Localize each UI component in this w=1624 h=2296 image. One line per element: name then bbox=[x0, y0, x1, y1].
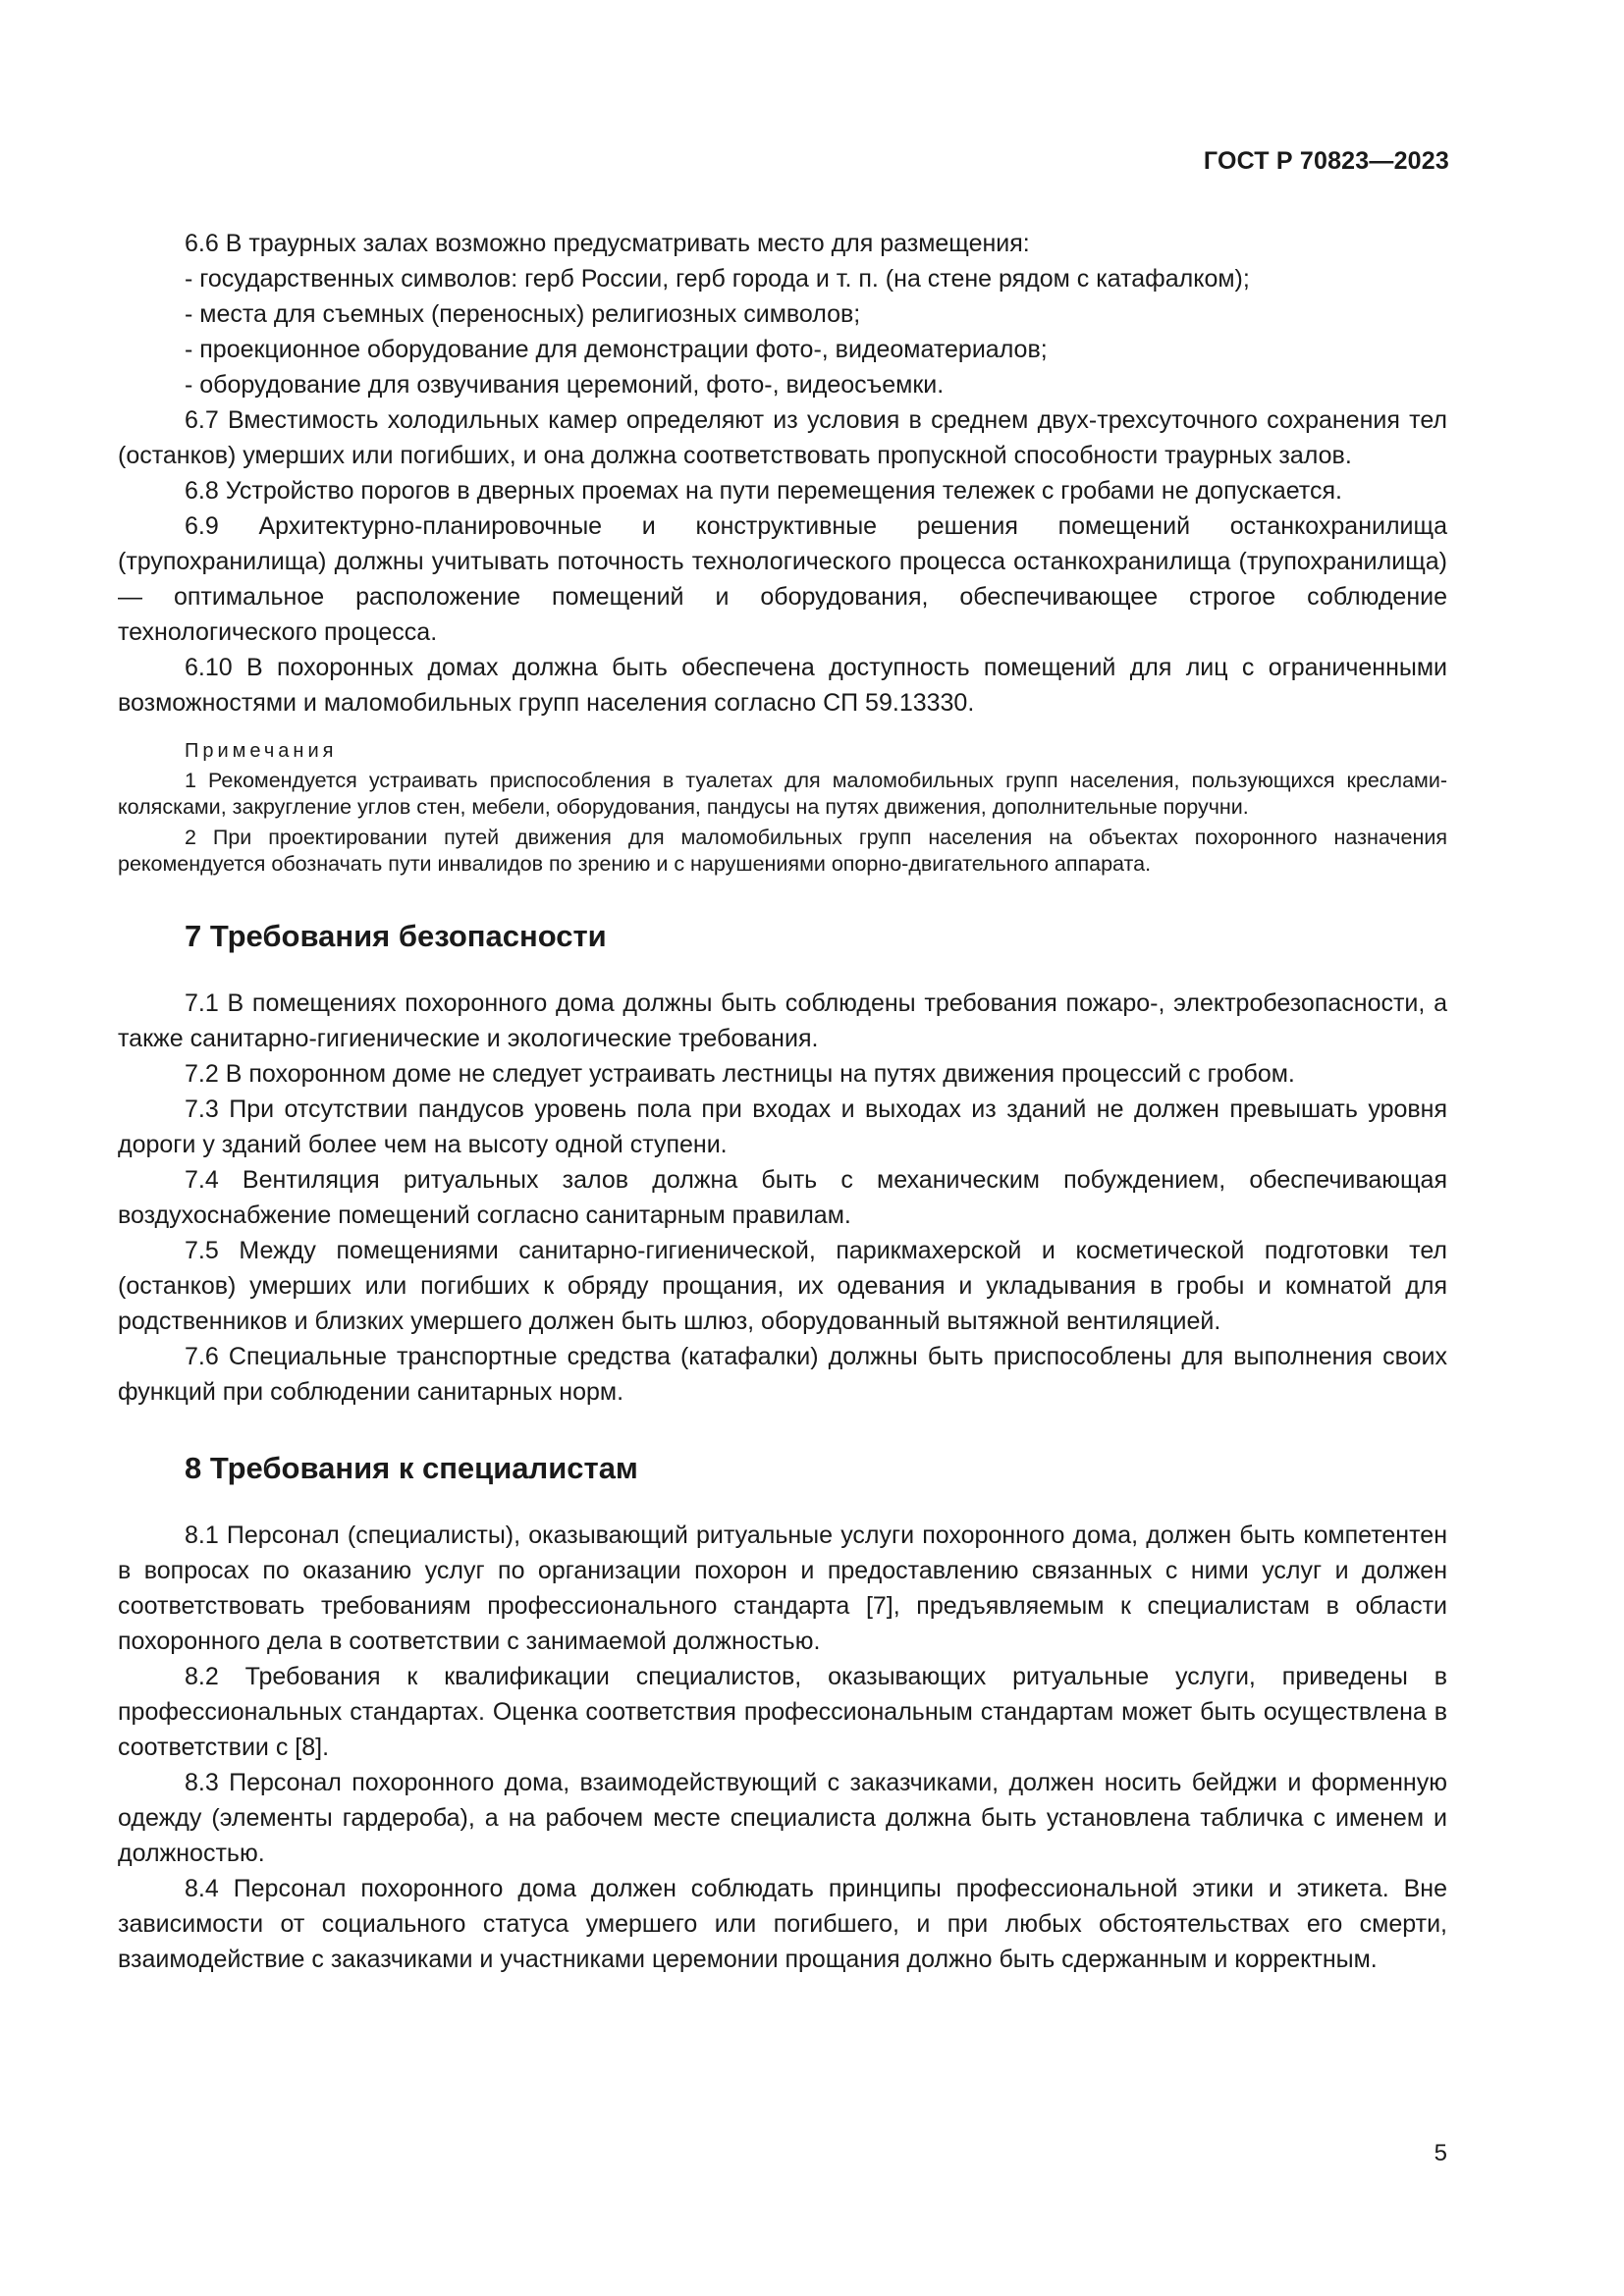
clause-8-2: 8.2 Требования к квалификации специалистов, оказывающих ритуальные услуги, приведены в профессиональных стандартах. Оценка соответствия профессиональным стандартам может быть осуществлена в соответствии с [8]. bbox=[118, 1663, 1447, 1761]
list-item: - оборудование для озвучивания церемоний, фото-, видеосъемки. bbox=[185, 371, 945, 399]
clause-7-1: 7.1 В помещениях похоронного дома должны быть соблюдены требования пожаро-, электробезопасности, а также санитарно-гигиенические и экологические требования. bbox=[118, 989, 1447, 1052]
note-2: 2 При проектировании путей движения для маломобильных групп населения на объектах похоронного назначения рекомендуется обозначать пути инвалидов по зрению и с нарушениями опорно-двигательного аппарата. bbox=[118, 826, 1447, 876]
clause-8-3: 8.3 Персонал похоронного дома, взаимодействующий с заказчиками, должен носить бейджи и форменную одежду (элементы гардероба), а на рабочем месте специалиста должна быть установлена табличка с именем и должностью. bbox=[118, 1769, 1447, 1867]
document-body bbox=[118, 226, 1447, 1977]
document-header: ГОСТ Р 70823—2023 bbox=[1203, 147, 1449, 175]
clause-6-6: 6.6 В траурных залах возможно предусматривать место для размещения: bbox=[185, 230, 1030, 257]
clause-8-4: 8.4 Персонал похоронного дома должен соблюдать принципы профессиональной этики и этикета. Вне зависимости от социального статуса умершего или погибшего, и при любых обстоятельствах его смерти, взаимодействие с заказчиками и участниками церемонии прощания должно быть сдержанным и корректным. bbox=[118, 1875, 1447, 1973]
list-item: - государственных символов: герб России, герб города и т. п. (на стене рядом с катафалком); bbox=[185, 265, 1250, 293]
clause-7-5: 7.5 Между помещениями санитарно-гигиенической, парикмахерской и косметической подготовки тел (останков) умерших или погибших к обряду прощания, их одевания и укладывания в гробы и комнатой для родственников и близких умершего должен быть шлюз, оборудованный вытяжной вентиляцией. bbox=[118, 1237, 1447, 1335]
page-number: 5 bbox=[1434, 2140, 1447, 2166]
clause-6-10: 6.10 В похоронных домах должна быть обеспечена доступность помещений для лиц с ограниченными возможностями и маломобильных групп населения согласно СП 59.13330. bbox=[118, 654, 1447, 717]
clause-7-6: 7.6 Специальные транспортные средства (катафалки) должны быть приспособлены для выполнения своих функций при соблюдении санитарных норм. bbox=[118, 1343, 1447, 1406]
note-1: 1 Рекомендуется устраивать приспособления в туалетах для маломобильных групп населения, пользующихся креслами-колясками, закругление углов стен, мебели, оборудования, пандусы на путях движения, дополнительные поручни. bbox=[118, 769, 1447, 819]
clause-7-3: 7.3 При отсутствии пандусов уровень пола при входах и выходах из зданий не должен превышать уровня дороги у зданий более чем на высоту одной ступени. bbox=[118, 1095, 1447, 1158]
list-item: - проекционное оборудование для демонстрации фото-, видеоматериалов; bbox=[185, 336, 1048, 363]
clause-8-1: 8.1 Персонал (специалисты), оказывающий ритуальные услуги похоронного дома, должен быть компетентен в вопросах по оказанию услуг по организации похорон и предоставлению связанных с ними услуг и должен соответствовать требованиям профессионального стандарта [7], предъявляемым к специалистам в области похоронного дела в соответствии с занимаемой должностью. bbox=[118, 1522, 1447, 1655]
clause-6-7: 6.7 Вместимость холодильных камер определяют из условия в среднем двух-трехсуточного сохранения тел (останков) умерших или погибших, и она должна соответствовать пропускной способности траурных залов. bbox=[118, 406, 1447, 469]
clause-6-8: 6.8 Устройство порогов в дверных проемах на пути перемещения тележек с гробами не допускается. bbox=[185, 477, 1342, 505]
clause-6-9: 6.9 Архитектурно-планировочные и конструктивные решения помещений останкохранилища (трупохранилища) должны учитывать поточность технологического процесса останкохранилища (трупохранилища) — оптимальное расположение помещений и оборудования, обеспечивающее строгое соблюдение технологического процесса. bbox=[118, 512, 1447, 646]
section-7-heading: 7 Требования безопасности bbox=[185, 919, 607, 953]
section-8-heading: 8 Требования к специалистам bbox=[185, 1451, 638, 1485]
notes-title: Примечания bbox=[185, 740, 338, 762]
clause-7-2: 7.2 В похоронном доме не следует устраивать лестницы на путях движения процессий с гробом. bbox=[185, 1060, 1295, 1088]
clause-7-4: 7.4 Вентиляция ритуальных залов должна быть с механическим побуждением, обеспечивающая воздухоснабжение помещений согласно санитарным правилам. bbox=[118, 1166, 1447, 1229]
list-item: - места для съемных (переносных) религиозных символов; bbox=[185, 300, 861, 328]
